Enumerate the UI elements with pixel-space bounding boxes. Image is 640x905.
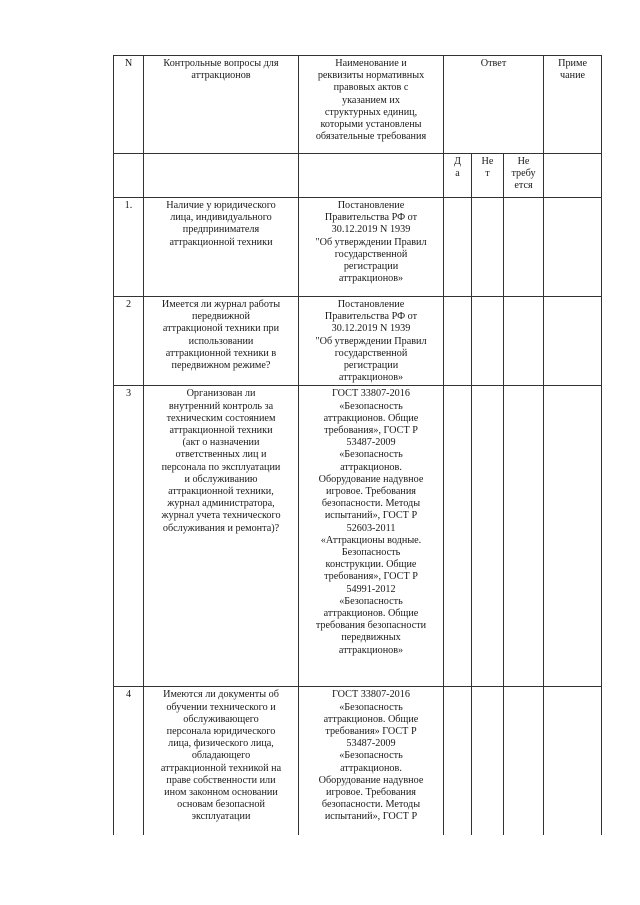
header-not-required: Не требу ется bbox=[504, 154, 544, 198]
table-row bbox=[114, 687, 602, 836]
row-question: Имеется ли журнал работы передвижной аттракционой техники при использовании аттракционной техники в передвижном режиме? bbox=[144, 297, 299, 386]
answer-not-required-cell[interactable] bbox=[504, 687, 544, 836]
subheader-empty-cell bbox=[114, 154, 144, 198]
subheader-empty-cell bbox=[299, 154, 444, 198]
row-number: 1. bbox=[114, 198, 144, 297]
control-questions-table bbox=[113, 55, 602, 835]
row-acts: Постановление Правительства РФ от 30.12.2019 N 1939 "Об утверждении Правил государственной регистрации аттракционов» bbox=[299, 297, 444, 386]
row-acts: Постановление Правительства РФ от 30.12.2019 N 1939 "Об утверждении Правил государственной регистрации аттракционов» bbox=[299, 198, 444, 297]
table-row bbox=[114, 386, 602, 687]
header-row bbox=[114, 56, 602, 154]
table-row bbox=[114, 198, 602, 297]
row-acts: ГОСТ 33807-2016 «Безопасность аттракционов. Общие требования», ГОСТ Р 53487-2009 «Безопасность аттракционов. Оборудование надувное игровое. Требования безопасности. Методы испытаний», ГОСТ Р 52603-2011 «Аттракционы водные. Безопасность конструкции. Общие требования», ГОСТ Р 54991-2012 «Безопасность аттракционов. Общие требования безопасности передвижных аттракционов» bbox=[299, 386, 444, 687]
header-num: N bbox=[114, 56, 144, 154]
answer-no-cell[interactable] bbox=[472, 297, 504, 386]
answer-not-required-cell[interactable] bbox=[504, 297, 544, 386]
subheader-row bbox=[114, 154, 602, 198]
answer-no-cell[interactable] bbox=[472, 198, 504, 297]
answer-not-required-cell[interactable] bbox=[504, 198, 544, 297]
row-acts: ГОСТ 33807-2016 «Безопасность аттракционов. Общие требования» ГОСТ Р 53487-2009 «Безопасность аттракционов. Оборудование надувное игровое. Требования безопасности. Методы испытаний», ГОСТ Р bbox=[299, 687, 444, 836]
row-question: Наличие у юридического лица, индивидуального предпринимателя аттракционной техники bbox=[144, 198, 299, 297]
answer-yes-cell[interactable] bbox=[444, 198, 472, 297]
note-cell[interactable] bbox=[544, 198, 602, 297]
answer-not-required-cell[interactable] bbox=[504, 386, 544, 687]
table-row bbox=[114, 297, 602, 386]
note-cell[interactable] bbox=[544, 297, 602, 386]
note-cell[interactable] bbox=[544, 687, 602, 836]
row-number: 2 bbox=[114, 297, 144, 386]
header-question: Контрольные вопросы для аттракционов bbox=[144, 56, 299, 154]
header-no: Не т bbox=[472, 154, 504, 198]
row-number: 3 bbox=[114, 386, 144, 687]
header-note: Приме чание bbox=[544, 56, 602, 154]
row-question: Имеются ли документы об обучении технического и обслуживающего персонала юридического лица, физического лица, обладающего аттракционной техникой на праве собственности или ином законном основании основам безопасной эксплуатации bbox=[144, 687, 299, 836]
answer-yes-cell[interactable] bbox=[444, 386, 472, 687]
answer-no-cell[interactable] bbox=[472, 687, 504, 836]
header-acts: Наименование и реквизиты нормативных правовых актов с указанием их структурных единиц, которыми установлены обязательные требования bbox=[299, 56, 444, 154]
subheader-empty-cell bbox=[144, 154, 299, 198]
answer-yes-cell[interactable] bbox=[444, 297, 472, 386]
note-cell[interactable] bbox=[544, 386, 602, 687]
answer-no-cell[interactable] bbox=[472, 386, 504, 687]
answer-yes-cell[interactable] bbox=[444, 687, 472, 836]
header-yes: Д а bbox=[444, 154, 472, 198]
row-question: Организован ли внутренний контроль за техническим состоянием аттракционной техники (акт о назначении ответственных лиц и персонала по эксплуатации и обслуживанию аттракционной техники, журнал администратора, журнал учета технического обслуживания и ремонта)? bbox=[144, 386, 299, 687]
header-answer: Ответ bbox=[444, 56, 544, 154]
subheader-empty-cell bbox=[544, 154, 602, 198]
row-number: 4 bbox=[114, 687, 144, 836]
